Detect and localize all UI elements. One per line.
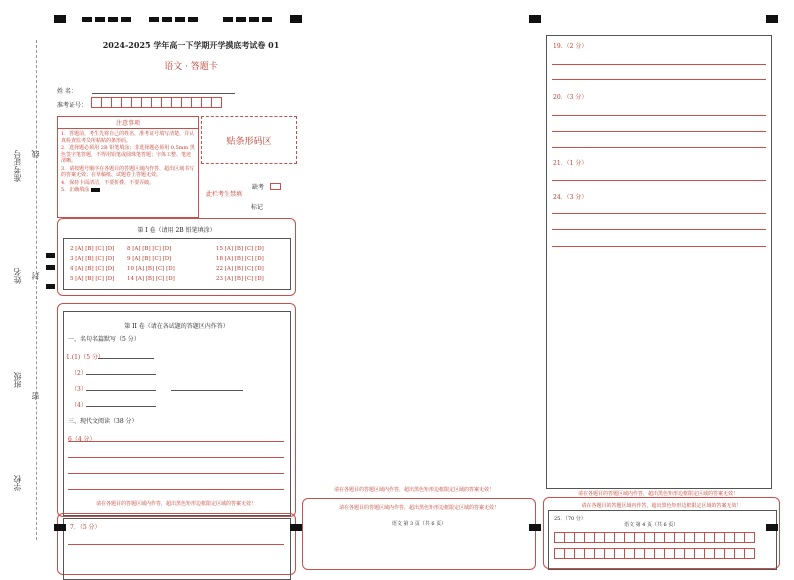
q6-label: 6（4 分） <box>68 436 96 443</box>
timing-dash <box>82 17 92 22</box>
q1-answer-line[interactable] <box>98 358 154 359</box>
page-subtitle: 语文 · 答题卡 <box>164 62 218 72</box>
part1-box <box>57 218 296 296</box>
warning-text-p3b: 请在各题目的答题区域内作答，超出黑色矩形边框限定区域的答案无效！ <box>338 505 499 511</box>
q19-answer-line[interactable] <box>552 64 766 65</box>
q4-answer-line[interactable] <box>86 406 156 407</box>
choice-q22[interactable]: 22 [A] [B] [C] [D] <box>216 266 264 272</box>
side-mark <box>46 253 55 258</box>
q3-label: （3） <box>71 386 87 393</box>
timing-dash <box>121 17 131 22</box>
q20-answer-line[interactable] <box>552 147 766 148</box>
part1-title: 第 I 卷（请用 2B 铅笔填涂） <box>137 227 216 234</box>
q7-answer-line[interactable] <box>68 544 284 545</box>
notice-title: 注意事项 <box>58 117 198 129</box>
q24-answer-line[interactable] <box>552 229 766 230</box>
page4-footer: 语文 第 4 页（共 6 页） <box>624 522 679 528</box>
timing-mark <box>766 15 778 23</box>
page4-box <box>543 497 780 569</box>
q4-label: （4） <box>71 402 87 409</box>
page-title: 2024-2025 学年高一下学期开学摸底考试卷 01 <box>102 40 280 50</box>
section-3-title: 三、现代文阅读（38 分） <box>68 418 138 425</box>
q3-answer-line-2[interactable] <box>171 390 243 391</box>
name-label: 姓 名： <box>57 88 77 95</box>
choice-q18[interactable]: 18 [A] [B] [C] [D] <box>216 256 264 262</box>
q7-box <box>57 513 296 575</box>
choice-q4[interactable]: 4 [A] [B] [C] [D] <box>70 266 115 272</box>
timing-dash <box>262 17 272 22</box>
q7-label: 7．（5 分） <box>70 524 101 531</box>
q19-label: 19．（2 分） <box>553 43 588 50</box>
q6-answer-line[interactable] <box>68 457 284 458</box>
section-1-title: 一、名句名篇默写（5 分） <box>68 336 140 343</box>
exam-no-cells[interactable] <box>91 97 221 108</box>
side-mark <box>46 265 55 270</box>
warning-text: 请在各题目的答题区域内作答，超出黑色矩形边框限定区域的答案无效！ <box>95 501 256 507</box>
timing-mark <box>766 524 778 531</box>
choice-q8[interactable]: 8 [A] [B] [C] [D] <box>127 246 172 252</box>
timing-mark <box>290 524 302 531</box>
timing-mark <box>529 524 541 531</box>
notice-item: 3．请按题号顺序在各题目的答题区域内作答，超出区域书写的答案无效；在草稿纸、试题卷上答题无效。 <box>61 165 195 178</box>
choice-q5[interactable]: 5 [A] [B] [C] [D] <box>70 276 115 282</box>
choice-q9[interactable]: 9 [A] [B] [C] [D] <box>127 256 172 262</box>
notice-item: 4．保持卡面清洁，不要折叠、不要弄破。 <box>61 179 155 186</box>
q2-answer-line[interactable] <box>86 374 156 375</box>
absent-checkbox[interactable] <box>270 183 281 190</box>
q1-label: 1.(1)（5 分） <box>66 354 104 361</box>
side-label-line: 线 <box>31 150 40 158</box>
page3-footer: 语文 第 3 页（共 6 页） <box>391 521 447 527</box>
fill-sample-icon <box>91 188 100 192</box>
absent-note: 此栏考生禁填 <box>206 191 243 198</box>
timing-dash <box>249 17 259 22</box>
notice-item-text: 5．正确填涂 <box>61 187 90 193</box>
side-mark <box>46 284 55 289</box>
essay-grid[interactable] <box>554 532 754 559</box>
warning-text-p4b: 请在各题目的答题区域内作答，超出黑色矩形边框限定区域的答案无效！ <box>581 503 742 509</box>
page3-footer-box <box>302 498 536 570</box>
notice-item: 2．选择题必须用 2B 铅笔填涂；非选择题必须用 0.5mm 黑色签字笔答题，不得用铅笔或圆珠笔答题；字体工整、笔迹清晰。 <box>61 145 195 164</box>
q6-answer-line[interactable] <box>68 441 284 442</box>
notice-item <box>61 187 195 194</box>
barcode-area <box>201 116 297 164</box>
side-label-class: 班级 <box>13 372 22 388</box>
side-label-school: 学校 <box>13 475 22 491</box>
q25-label: 25．（70 分） <box>554 516 586 522</box>
warning-text-p4a: 请在各题目的答题区域内作答，超出黑色矩形边框限定区域的答案无效！ <box>577 491 738 497</box>
timing-mark <box>529 15 541 23</box>
absent-label: 缺考 <box>252 184 265 191</box>
choice-q2[interactable]: 2 [A] [B] [C] [D] <box>70 246 115 252</box>
timing-mark <box>290 15 302 23</box>
timing-dash <box>149 17 159 22</box>
part2-box <box>57 303 296 517</box>
q20-answer-line[interactable] <box>552 115 766 116</box>
q6-answer-line[interactable] <box>68 489 284 490</box>
timing-dash <box>175 17 185 22</box>
q2-label: （2） <box>71 370 87 377</box>
timing-mark <box>54 15 66 23</box>
choice-q3[interactable]: 3 [A] [B] [C] [D] <box>70 256 115 262</box>
q24-answer-line[interactable] <box>552 246 766 247</box>
notice-item: 1．答题前，考生先将自己的姓名，准考证号填写清楚，并认真检查监考员所粘贴的条形码。 <box>61 131 195 144</box>
timing-dash <box>236 17 246 22</box>
answer-panel-right <box>546 35 772 489</box>
q21-label: 21．（1 分） <box>553 160 588 167</box>
q24-answer-line[interactable] <box>552 213 766 214</box>
binding-dashed-line <box>36 40 37 540</box>
q6-answer-line[interactable] <box>68 473 284 474</box>
warning-text-p3a: 请在各题目的答题区域内作答，超出黑色矩形边框限定区域的答案无效！ <box>333 487 494 493</box>
side-label-secret: 密 <box>31 392 40 400</box>
timing-dash <box>188 17 198 22</box>
absent-mark: 标记 <box>251 204 264 211</box>
part2-title: 第 II 卷（请在各试题的答题区内作答） <box>124 323 229 330</box>
q20-answer-line[interactable] <box>552 131 766 132</box>
choice-q10[interactable]: 10 [A] [B] [C] [D] <box>127 266 175 272</box>
side-label-seal: 封 <box>31 272 40 280</box>
timing-dash <box>108 17 118 22</box>
timing-dash <box>162 17 172 22</box>
q19-answer-line[interactable] <box>552 79 766 80</box>
q24-label: 24．（3 分） <box>553 194 588 201</box>
timing-dash <box>223 17 233 22</box>
choice-q14[interactable]: 14 [A] [B] [C] [D] <box>127 276 175 282</box>
q3-answer-line[interactable] <box>86 390 156 391</box>
timing-mark <box>54 524 66 531</box>
q21-answer-line[interactable] <box>552 180 766 181</box>
notice-box <box>57 116 199 218</box>
choice-q23[interactable]: 23 [A] [B] [C] [D] <box>216 276 264 282</box>
name-field[interactable] <box>92 93 235 94</box>
q20-label: 20．（3 分） <box>553 94 588 101</box>
barcode-label: 贴条形码区 <box>226 136 272 147</box>
exam-no-label: 准考证号： <box>57 102 88 109</box>
choice-q15[interactable]: 15 [A] [B] [C] [D] <box>216 246 264 252</box>
timing-dash <box>95 17 105 22</box>
side-label-exam-no: 准考证号 <box>13 150 22 182</box>
side-label-name: 姓名 <box>13 268 22 284</box>
